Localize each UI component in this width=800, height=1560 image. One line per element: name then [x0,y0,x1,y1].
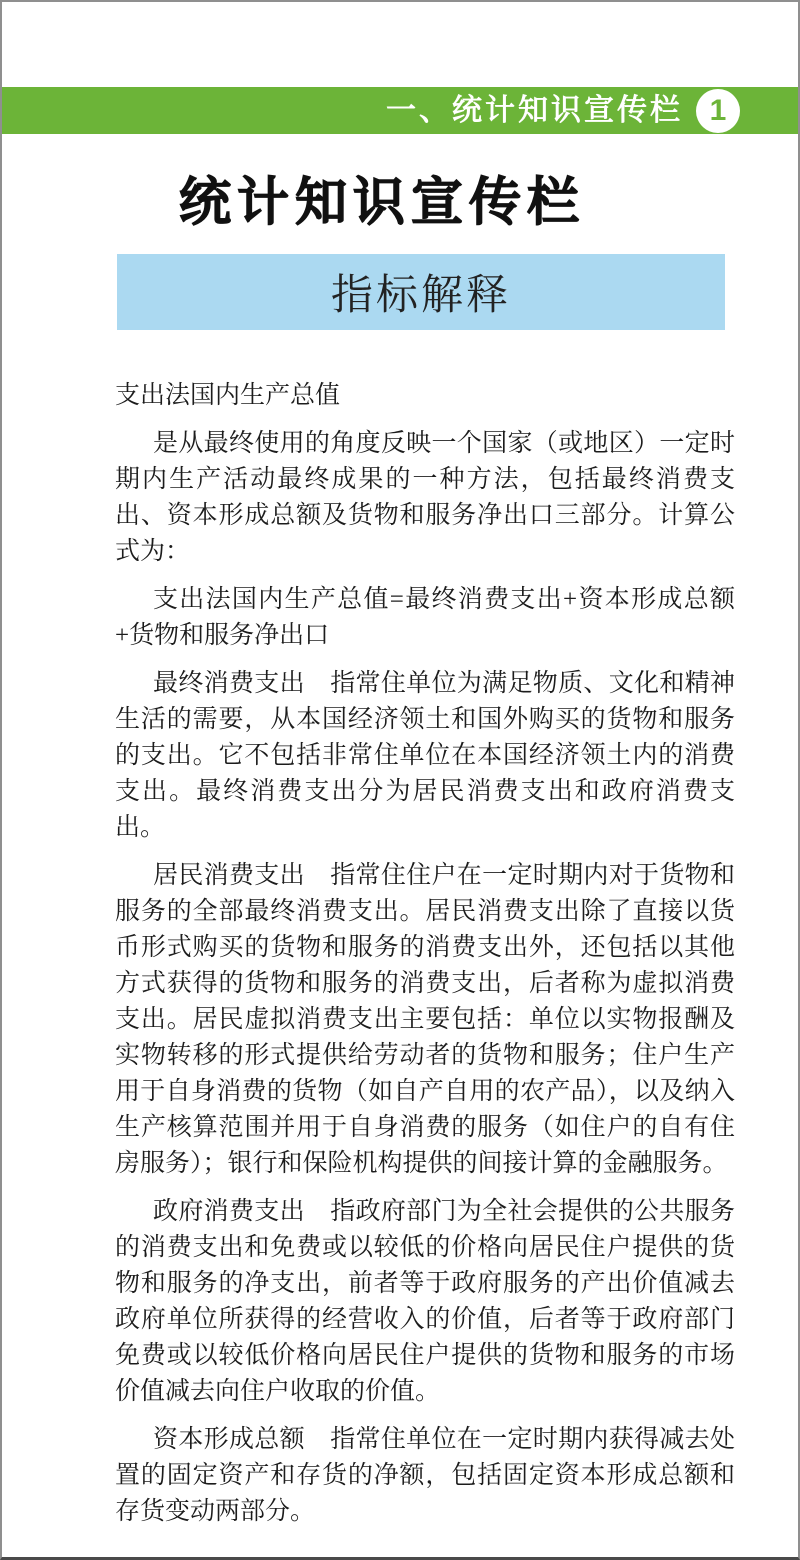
page-title: 统计知识宣传栏 [178,173,585,233]
paragraph-government-consumption: 政府消费支出 指政府部门为全社会提供的公共服务的消费支出和免费或以较低的价格向居民住户提供的货物和服务的净支出，前者等于政府服务的产出价值减去政府单位所获得的经营收入的价值，后者等于政府部门免费或以较低价格向居民住户提供的货物和服务的市场价值减去向住户收取的价值。 [115,1198,735,1405]
paragraph-final-consumption: 最终消费支出 指常住单位为满足物质、文化和精神生活的需要，从本国经济领土和国外购买的货物和服务的支出。它不包括非常住单位在本国经济领土内的消费支出。最终消费支出分为居民消费支出和政府消费支出。 [115,670,735,841]
section-banner-title: 指标解释 [330,273,511,319]
section-header-bar [2,87,798,134]
page-number-badge: 1 [696,89,740,133]
section-banner [117,254,725,330]
paragraph-capital-formation: 资本形成总额 指常住单位在一定时期内获得减去处置的固定资产和存货的净额，包括固定资本形成总额和存货变动两部分。 [115,1426,735,1525]
paragraph-definition: 是从最终使用的角度反映一个国家（或地区）一定时期内生产活动最终成果的一种方法，包括最终消费支出、资本形成总额及货物和服务净出口三部分。计算公式为： [115,430,735,565]
entry-title: 支出法国内生产总值 [115,382,341,409]
paragraph-formula: 支出法国内生产总值=最终消费支出+资本形成总额+货物和服务净出口 [115,586,735,649]
article-body [115,378,735,1542]
paragraph-household-consumption: 居民消费支出 指常住住户在一定时期内对于货物和服务的全部最终消费支出。居民消费支出除了直接以货币形式购买的货物和服务的消费支出外，还包括以其他方式获得的货物和服务的消费支出，后者称为虚拟消费支出。居民虚拟消费支出主要包括：单位以实物报酬及实物转移的形式提供给劳动者的货物和服务；住户生产用于自身消费的货物（如自产自用的农产品），以及纳入生产核算范围并用于自身消费的服务（如住户的自有住房服务）；银行和保险机构提供的间接计算的金融服务。 [115,862,735,1177]
section-header-label: 一、统计知识宣传栏 [386,94,683,127]
